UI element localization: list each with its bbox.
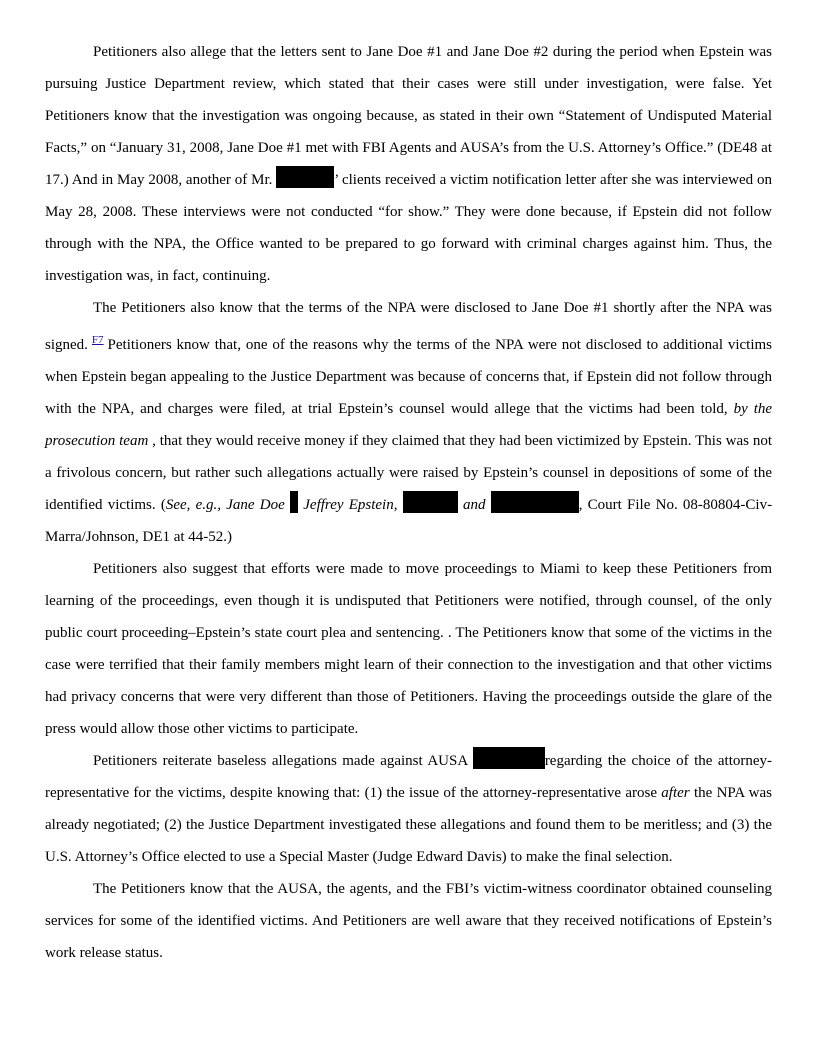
document-page <box>45 36 772 969</box>
p4-text-b: regarding the choice of the attorney-representative for the victims, despite knowing that: (1) the issue of the attorney-representative arose <box>45 753 773 801</box>
p4-text-d: the NPA was already negotiated; (2) the Justice Department investigated these allegations and found them to be meritless; and (3) the U.S. Attorney’s Office elected to use a Special Master (Judge Edward Davis) to make the final selection. <box>45 785 773 865</box>
redaction <box>290 491 298 513</box>
p2-text-a: The Petitioners also know that the terms of the NPA were disclosed to Jane Doe #1 shortly after the NPA was signed. <box>45 300 772 353</box>
redaction <box>473 747 545 769</box>
p2-text-h: , Court File No. 08-80804-Civ-Marra/Johnson, DE1 at 44-52.) <box>45 497 773 545</box>
p2-italic-by-prosecution: by the prosecution team <box>45 401 773 449</box>
redaction <box>276 166 334 188</box>
p4-text-a: Petitioners reiterate baseless allegations made against AUSA <box>93 753 468 769</box>
paragraph-4 <box>45 745 772 873</box>
p2-text-d: , that they would receive money if they claimed that they had been victimized by Epstein. This was not a frivolous concern, but rather such allegations actually were raised by Epstein’s counsel in depositions of some of the identified victims. ( <box>45 433 772 513</box>
redaction <box>491 491 579 513</box>
p4-italic-after: after <box>661 785 690 801</box>
redaction <box>403 491 458 513</box>
p2-italic-and: and <box>462 497 486 513</box>
paragraph-5: The Petitioners know that the AUSA, the agents, and the FBI’s victim-witness coordinator obtained counseling services for some of the identified victims. And Petitioners are well aware that they received notifications of Epstein’s work release status. <box>45 881 772 961</box>
p1-text-b: ’ clients received a victim notification letter after she was interviewed on May 28, 2008. These interviews were not conducted “for show.” They were done because, if Epstein did not follow through with the NPA, the Office wanted to be prepared to go forward with criminal charges against him. Thus, the investigation was, in fact, continuing. <box>45 172 773 284</box>
paragraph-2 <box>45 292 772 553</box>
p2-italic-see: See, e.g., Jane Doe <box>165 497 285 513</box>
paragraph-1 <box>45 36 772 292</box>
p1-text-a: Petitioners also allege that the letters sent to Jane Doe #1 and Jane Doe #2 during the period when Epstein was pursuing Justice Department review, which stated that their cases were still under investigation, were false. Yet Petitioners know that the investigation was ongoing because, as stated in their own “Statement of Undisputed Material Facts,” on “January 31, 2008, Jane Doe #1 met with FBI Agents and AUSA’s from the U.S. Attorney’s Office.” (DE48 at 17.) And in May 2008, another of Mr. <box>45 44 772 188</box>
footnote-link[interactable]: F7 <box>91 334 104 346</box>
p2-text-b: Petitioners know that, one of the reasons why the terms of the NPA were not disclosed to additional victims when Epstein began appealing to the Justice Department was because of concerns that, if Epstein did not follow through with the NPA, and charges were filed, at trial Epstein’s counsel would allege that the victims had been told, <box>45 337 772 417</box>
paragraph-3: Petitioners also suggest that efforts were made to move proceedings to Miami to keep these Petitioners from learning of the proceedings, even though it is undisputed that Petitioners were notified, through counsel, of the only public court proceeding–Epstein’s state court plea and sentencing. . The Petitioners know that some of the victims in the case were terrified that their family members might learn of their connection to the investigation and that other victims had privacy concerns that were very different than those of Petitioners. Having the proceedings outside the glare of the press would allow those other victims to participate. <box>45 561 772 737</box>
p2-italic-jeffrey: Jeffrey Epstein, <box>303 497 398 513</box>
